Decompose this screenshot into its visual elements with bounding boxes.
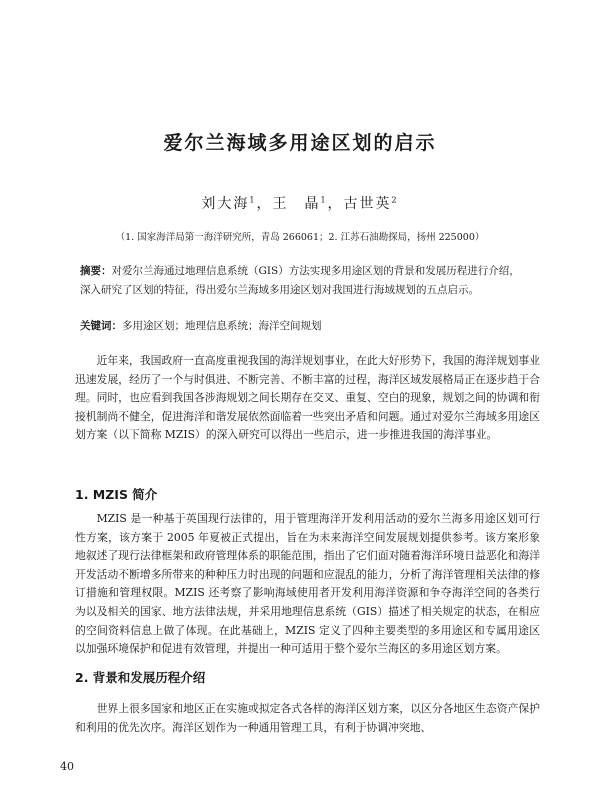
body-paragraph: 世界上很多国家和地区正在实施或拟定各式各样的海洋区划方案，以区分各地区生态资产保护和利用的优先次序。海洋区划作为一种通用管理工具，有利于协调冲突地、 [75,702,540,734]
abstract-text: 对爱尔兰海通过地理信息系统（GIS）方法实现多用途区划的背景和发展历程进行介绍，深入研究了区划的特征，得出爱尔兰海域多用途区划对我国进行海域规划的五点启示。 [80,265,520,296]
abstract-label: 摘要： [80,265,112,277]
affiliation: （1. 国家海洋局第一海洋研究所，青岛 266061；2. 江苏石油勘探局，扬州 225000） [115,232,485,243]
body-paragraph: MZIS 是一种基于英国现行法律的，用于管理海洋开发利用活动的爱尔兰海多用途区划可行性方案，该方案于 2005 年夏被正式提出，旨在为未来海洋空间发展规划提供参考。该方案形象地叙述了现行法律框架和政府管理体系的职能范围，指出了它们面对随着海洋环境日益恶化和海洋开发活动不断增多所带来的种种压力时出现的问题和应混乱的能力，分析了海洋管理相关法律的修订措施和管理权限。MZIS 还考察了影响海域使用者开发利用海洋资源和争夺海洋空间的各类行为以及相关的国家、地方法律法规，并采用地理信息系统（GIS）描述了相关规定的状态，在相应的空间资料信息上做了体现。在此基础上，MZIS 定义了四种主要类型的多用途区和专属用途区以加强环境保护和促进有效管理，并提出一种可适用于整个爱尔兰海区的多用途区划方案。 [75,512,540,656]
author-name: 刘大海 [201,196,250,212]
keywords-label: 关键词： [80,320,122,332]
author-affil-mark: 1 [320,195,328,205]
author-separator: ， [327,196,344,212]
body-paragraph: 近年来，我国政府一直高度重视我国的海洋规划事业，在此大好形势下，我国的海洋规划事业迅速发展，经历了一个与时俱进、不断完善、不断丰富的过程，海洋区域发展格局正在逐步趋于合理。同时，也应看到我国各涉海规划之间长期存在交叉、重复、空白的现象，规划之间的协调和衔接机制尚不健全，促进海洋和谐发展依然面临着一些突出矛盾和问题。通过对爱尔兰海域多用途区划方案（以下简称 MZIS）的深入研究可以得出一些启示，进一步推进我国的海洋事业。 [75,354,540,442]
author-affil-mark: 2 [391,195,399,205]
page-number: 40 [60,760,74,773]
author-name: 王 晶 [272,196,321,212]
author-affil-mark: 1 [249,195,257,205]
section-heading: 1. MZIS 简介 [75,487,158,502]
paper-title: 爱尔兰海域多用途区划的启示 [163,132,437,154]
keywords [80,318,520,333]
author-name: 古世英 [343,196,392,212]
author-separator: ， [256,196,273,212]
author-line [0,193,600,213]
keywords-text: 多用途区划；地理信息系统；海洋空间规划 [122,320,322,332]
section-heading: 2. 背景和发展历程介绍 [75,670,206,685]
abstract [80,262,520,300]
